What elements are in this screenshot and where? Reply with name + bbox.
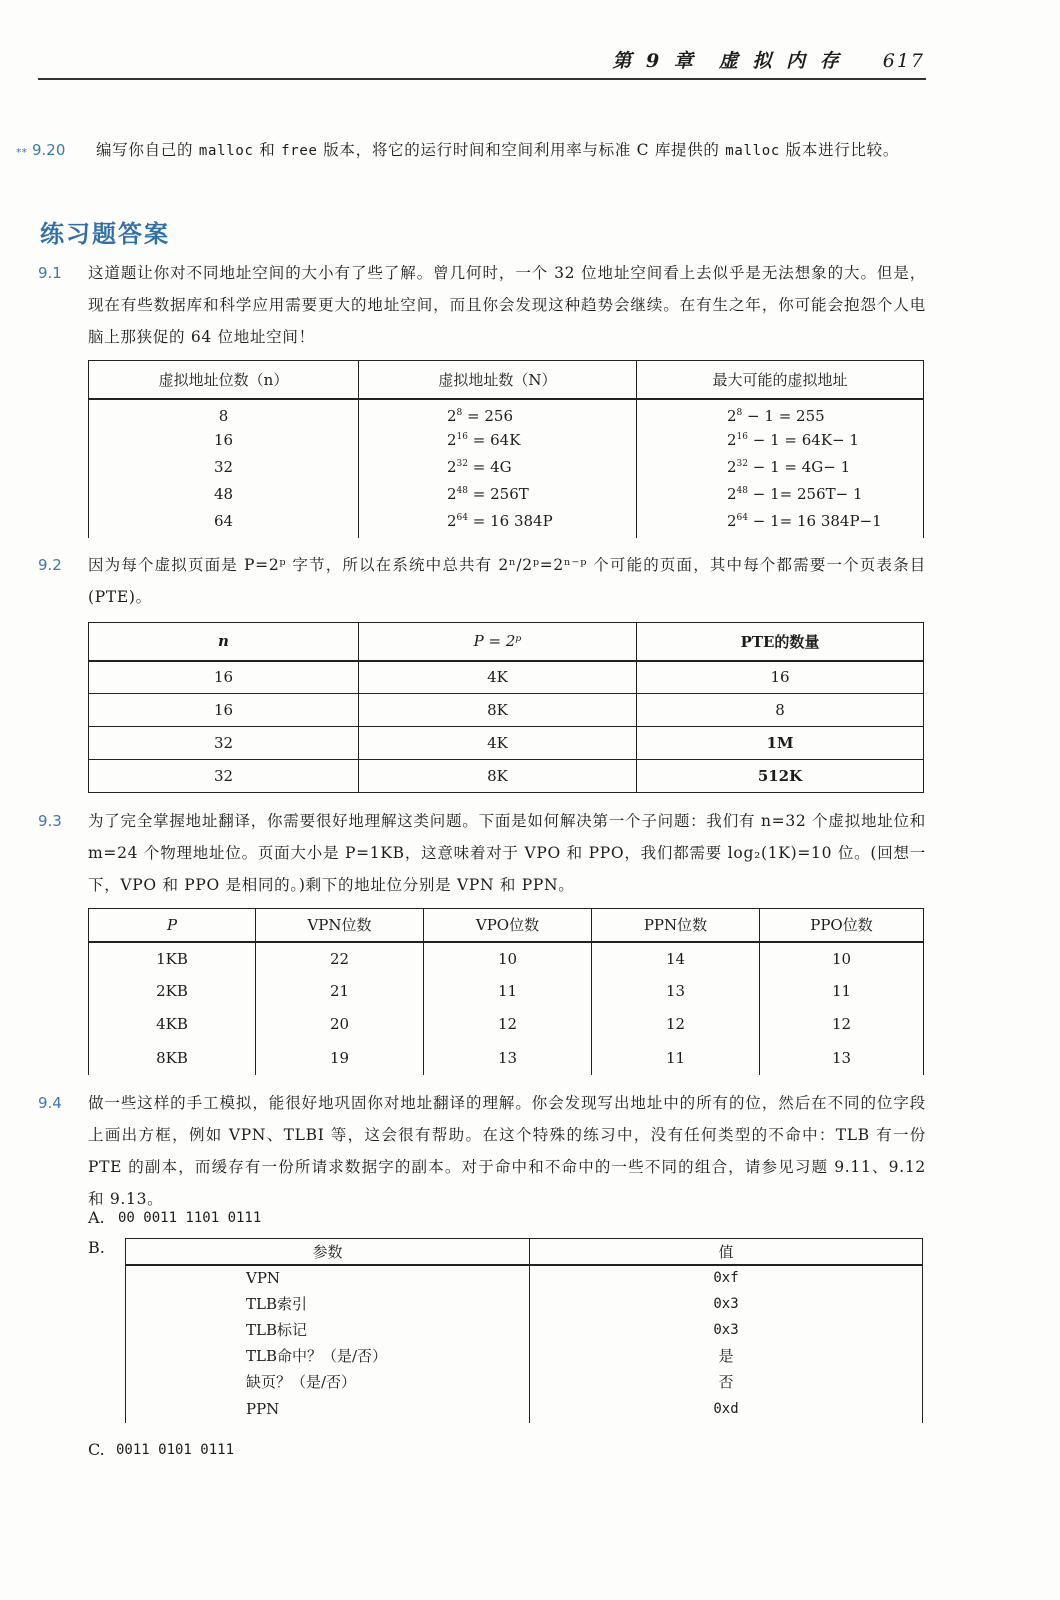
- col-header: PPO位数: [760, 909, 924, 942]
- chapter-number: 第 9 章: [612, 50, 697, 72]
- answer-9-4-number: 9.4: [38, 1094, 62, 1112]
- running-header: [0, 46, 925, 76]
- col-header: 虚拟地址数（N）: [359, 361, 637, 399]
- section-title: 练习题答案: [40, 220, 170, 248]
- col-header: P = 2ᵖ: [359, 623, 637, 661]
- exercise-text: 编写你自己的 malloc 和 free 版本，将它的运行时间和空间利用率与标准 C 库提供的 malloc 版本进行比较。: [96, 141, 900, 159]
- part-a-value: 00 0011 1101 0111: [118, 1210, 262, 1226]
- part-c-value: 0011 0101 0111: [116, 1442, 235, 1458]
- chapter-title: 虚 拟 内 存: [718, 50, 843, 72]
- table-row: VPN 0xf: [126, 1265, 923, 1291]
- answer-9-1-text: 这道题让你对不同地址空间的大小有了些了解。曾几何时，一个 32 位地址空间看上去似乎是无法想象的大。但是，现在有些数据库和科学应用需要更大的地址空间，而且你会发现这种趋势会继续。在有生之年，你可能会抱怨个人电脑上那狭促的 64 位地址空间！: [88, 264, 926, 346]
- table-row: 16 8K 8: [89, 694, 924, 727]
- address-bits-table: [88, 908, 924, 1075]
- col-header: 值: [530, 1239, 923, 1265]
- col-header: 参数: [126, 1239, 530, 1265]
- part-b-label: B.: [88, 1238, 105, 1257]
- table-row: 32 4K 1M: [89, 727, 924, 760]
- table-row: 32 $2^{32} = 4G$ $2^{32} - 1 = 4G- 1$: [89, 454, 924, 481]
- col-header: 虚拟地址位数（n）: [89, 361, 359, 399]
- table-row: 8KB 19 13 11 13: [89, 1041, 924, 1075]
- table-row: 缺页？（是/否） 否: [126, 1369, 923, 1395]
- answer-9-3-number: 9.3: [38, 812, 62, 830]
- answer-9-2-text: 因为每个虚拟页面是 P=2ᵖ 字节，所以在系统中总共有 2ⁿ/2ᵖ=2ⁿ⁻ᵖ 个可能的页面，其中每个都需要一个页表条目(PTE)。: [88, 556, 926, 606]
- pte-count-table: [88, 622, 924, 793]
- col-header: VPN位数: [256, 909, 424, 942]
- col-header: PTE的数量: [637, 623, 924, 661]
- table-row: 64 $2^{64} = 16$ 384P $2^{64} - 1= 16$ 384P−1: [89, 508, 924, 538]
- table-row: 8 $2^8 = 256$ $2^8 - 1 = 255$: [89, 399, 924, 427]
- table-row: TLB命中？（是/否） 是: [126, 1343, 923, 1369]
- page-number: 617: [882, 50, 925, 72]
- col-header: VPO位数: [424, 909, 592, 942]
- table-row: 48 $2^{48} = 256T$ $2^{48} - 1= 256T- 1$: [89, 481, 924, 508]
- part-c-label: C.: [88, 1440, 105, 1459]
- header-rule: [38, 78, 926, 80]
- table-row: TLB索引 0x3: [126, 1291, 923, 1317]
- table-row: TLB标记 0x3: [126, 1317, 923, 1343]
- table-row: PPN 0xd: [126, 1395, 923, 1423]
- col-header: 最大可能的虚拟地址: [637, 361, 924, 399]
- answer-9-3-text: 为了完全掌握地址翻译，你需要很好地理解这类问题。下面是如何解决第一个子问题：我们有 n=32 个虚拟地址位和 m=24 个物理地址位。页面大小是 P=1KB，这意味着对于 VPO 和 PPO，我们都需要 log₂(1K)=10 位。(回想一下，VPO 和 PPO 是相同的。)剩下的地址位分别是 VPN 和 PPN。: [88, 812, 926, 894]
- translation-params-table: [125, 1238, 923, 1423]
- answer-9-2-number: 9.2: [38, 556, 62, 574]
- answer-9-4-text: 做一些这样的手工模拟，能很好地巩固你对地址翻译的理解。你会发现写出地址中的所有的位，然后在不同的位字段上画出方框，例如 VPN、TLBI 等，这会很有帮助。在这个特殊的练习中，没有任何类型的不命中：TLB 有一份 PTE 的副本，而缓存有一份所请求数据字的副本。对于命中和不命中的一些不同的组合，请参见习题 9.11、9.12 和 9.13。: [88, 1094, 926, 1208]
- table-row: 1KB 22 10 14 10: [89, 942, 924, 975]
- exercise-number: 9.20: [32, 141, 66, 159]
- part-a-label: A.: [88, 1208, 105, 1227]
- col-header: P: [89, 909, 256, 942]
- address-space-table: [88, 360, 924, 538]
- table-row: 16 4K 16: [89, 661, 924, 694]
- table-row: 16 $2^{16} = 64K$ $2^{16} - 1 = 64K- 1$: [89, 427, 924, 454]
- table-row: 2KB 21 11 13 11: [89, 975, 924, 1008]
- table-row: 4KB 20 12 12 12: [89, 1008, 924, 1041]
- answer-9-1-number: 9.1: [38, 264, 62, 282]
- difficulty-stars: **: [16, 146, 27, 159]
- col-header: n: [89, 623, 359, 661]
- col-header: PPN位数: [592, 909, 760, 942]
- table-row: 32 8K 512K: [89, 760, 924, 793]
